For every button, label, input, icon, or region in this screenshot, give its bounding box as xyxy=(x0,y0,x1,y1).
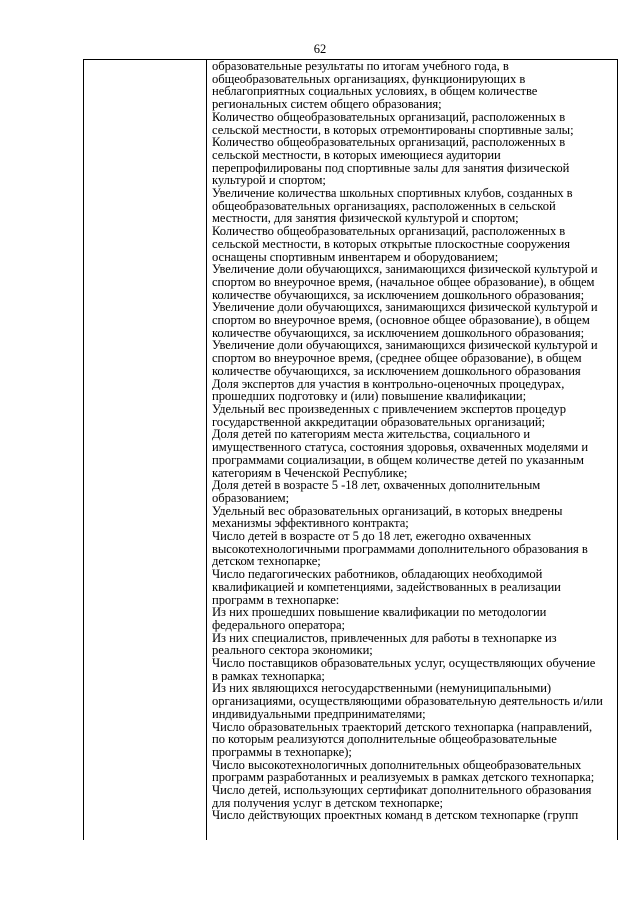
indicator-cell xyxy=(212,60,614,822)
text-line: культурой и спортом; xyxy=(212,174,326,188)
text-line: детском технопарке; xyxy=(212,555,321,569)
text-line: спортом во внеурочное время, (основное общее образование), в общем xyxy=(212,314,590,327)
text-line: спортом во внеурочное время, (начальное общее образование), в общем xyxy=(212,275,595,289)
text-line: программ в технопарке: xyxy=(212,593,340,607)
text-line: высокотехнологичными программами дополнительного образования в xyxy=(212,542,588,556)
text-line: по которым реализуются дополнительные общеобразовательные xyxy=(212,733,557,746)
text-line: Из них прошедших повышение квалификации по методологии xyxy=(212,606,547,619)
text-line: общеобразовательных организациях, расположенных в сельской xyxy=(212,199,556,213)
page-number: 62 xyxy=(313,42,327,56)
text-line: Удельный вес образовательных организаций, в которых внедрены xyxy=(212,504,563,518)
text-line: программ разработанных и реализуемых в рамках детского технопарка; xyxy=(212,771,595,785)
text-line: сельской местности, в которых имеющиеся аудитории xyxy=(212,148,501,162)
text-line: прошедших подготовку и (или) повышение квалификации; xyxy=(212,390,527,403)
text-line: Увеличение доли обучающихся, занимающихся физической культурой и xyxy=(212,339,598,353)
text-line: Удельный вес произведенных с привлечением экспертов процедур xyxy=(212,402,566,416)
text-line: образованием; xyxy=(212,491,290,505)
text-line: сельской местности, в которых отремонтированы спортивные залы; xyxy=(212,123,574,137)
text-line: индивидуальными предпринимателями; xyxy=(212,707,426,721)
text-line: неблагоприятных социальных условиях, в общем количестве xyxy=(212,85,538,99)
text-line: Доля детей в возрасте 5 -18 лет, охваченных дополнительным xyxy=(212,479,541,492)
text-line: Число высокотехнологичных дополнительных общеобразовательных xyxy=(212,758,582,772)
text-line: Увеличение количества школьных спортивных клубов, созданных в xyxy=(212,187,573,200)
text-line: категориям в Чеченской Республике; xyxy=(212,466,408,480)
text-line: Количество общеобразовательных организаций, расположенных в xyxy=(212,110,566,124)
text-line: для получения услуг в детском технопарке; xyxy=(212,796,443,810)
text-line: программы в технопарке); xyxy=(212,745,352,759)
text-line: количестве обучающихся, за исключением дошкольного образования; xyxy=(212,288,585,302)
text-line: оснащены спортивным инвентарем и оборудованием; xyxy=(212,250,499,264)
text-line: механизмы эффективного контракта; xyxy=(212,517,409,531)
text-line: региональных систем общего образования; xyxy=(212,98,442,111)
text-line: количестве обучающихся, за исключением дошкольного образования; xyxy=(212,326,585,340)
text-line: образовательные результаты по итогам учебного года, в xyxy=(212,60,509,73)
text-line: организациями, осуществляющими образовательную деятельность и/или xyxy=(212,695,603,708)
text-line: Из них являющихся негосударственными (немуниципальными) xyxy=(212,682,552,696)
text-line: Из них специалистов, привлеченных для работы в технопарке из xyxy=(212,631,557,645)
text-line: сельской местности, в которых открытые плоскостные сооружения xyxy=(212,237,570,251)
text-line: спортом во внеурочное время, (среднее общее образование), в общем xyxy=(212,352,582,365)
column-divider xyxy=(206,60,207,840)
text-line: Количество общеобразовательных организаций, расположенных в xyxy=(212,225,566,238)
text-line: имущественного статуса, состояния здоровья, охваченных моделями и xyxy=(212,441,589,454)
text-line: перепрофилированы под спортивные залы для занятия физической xyxy=(212,161,570,175)
text-line: местности, для занятия физической культурой и спортом; xyxy=(212,212,519,226)
text-line: Увеличение доли обучающихся, занимающихся физической культурой и xyxy=(212,301,598,315)
text-line: реального сектора экономики; xyxy=(212,644,373,658)
text-line: Доля экспертов для участия в контрольно-оценочных процедурах, xyxy=(212,377,565,391)
text-line: квалификацией и компетенциями, задействованных в реализации xyxy=(212,580,561,594)
text-line: количестве обучающихся, за исключением дошкольного образования xyxy=(212,364,581,378)
text-line: общеобразовательных организациях, функционирующих в xyxy=(212,72,526,86)
text-line: в рамках технопарка; xyxy=(212,669,325,683)
text-line: Число педагогических работников, обладающих необходимой xyxy=(212,568,543,581)
text-line: Число детей, использующих сертификат дополнительного образования xyxy=(212,784,592,797)
text-line: Количество общеобразовательных организаций, расположенных в xyxy=(212,136,566,149)
text-line: государственной аккредитации образовательных организаций; xyxy=(212,415,546,429)
text-line: Число действующих проектных команд в детском технопарке (групп xyxy=(212,809,579,823)
text-line: Число детей в возрасте от 5 до 18 лет, ежегодно охваченных xyxy=(212,530,532,543)
text-line: Число поставщиков образовательных услуг, осуществляющих обучение xyxy=(212,657,596,670)
text-line: Доля детей по категориям места жительства, социального и xyxy=(212,428,531,442)
text-line: федерального оператора; xyxy=(212,618,345,632)
text-line: Число образовательных траекторий детского технопарка (направлений, xyxy=(212,720,593,734)
text-line: программами социализации, в общем количестве детей по указанным xyxy=(212,453,584,467)
text-line: Увеличение доли обучающихся, занимающихся физической культурой и xyxy=(212,263,598,276)
indicator-table xyxy=(83,59,618,840)
